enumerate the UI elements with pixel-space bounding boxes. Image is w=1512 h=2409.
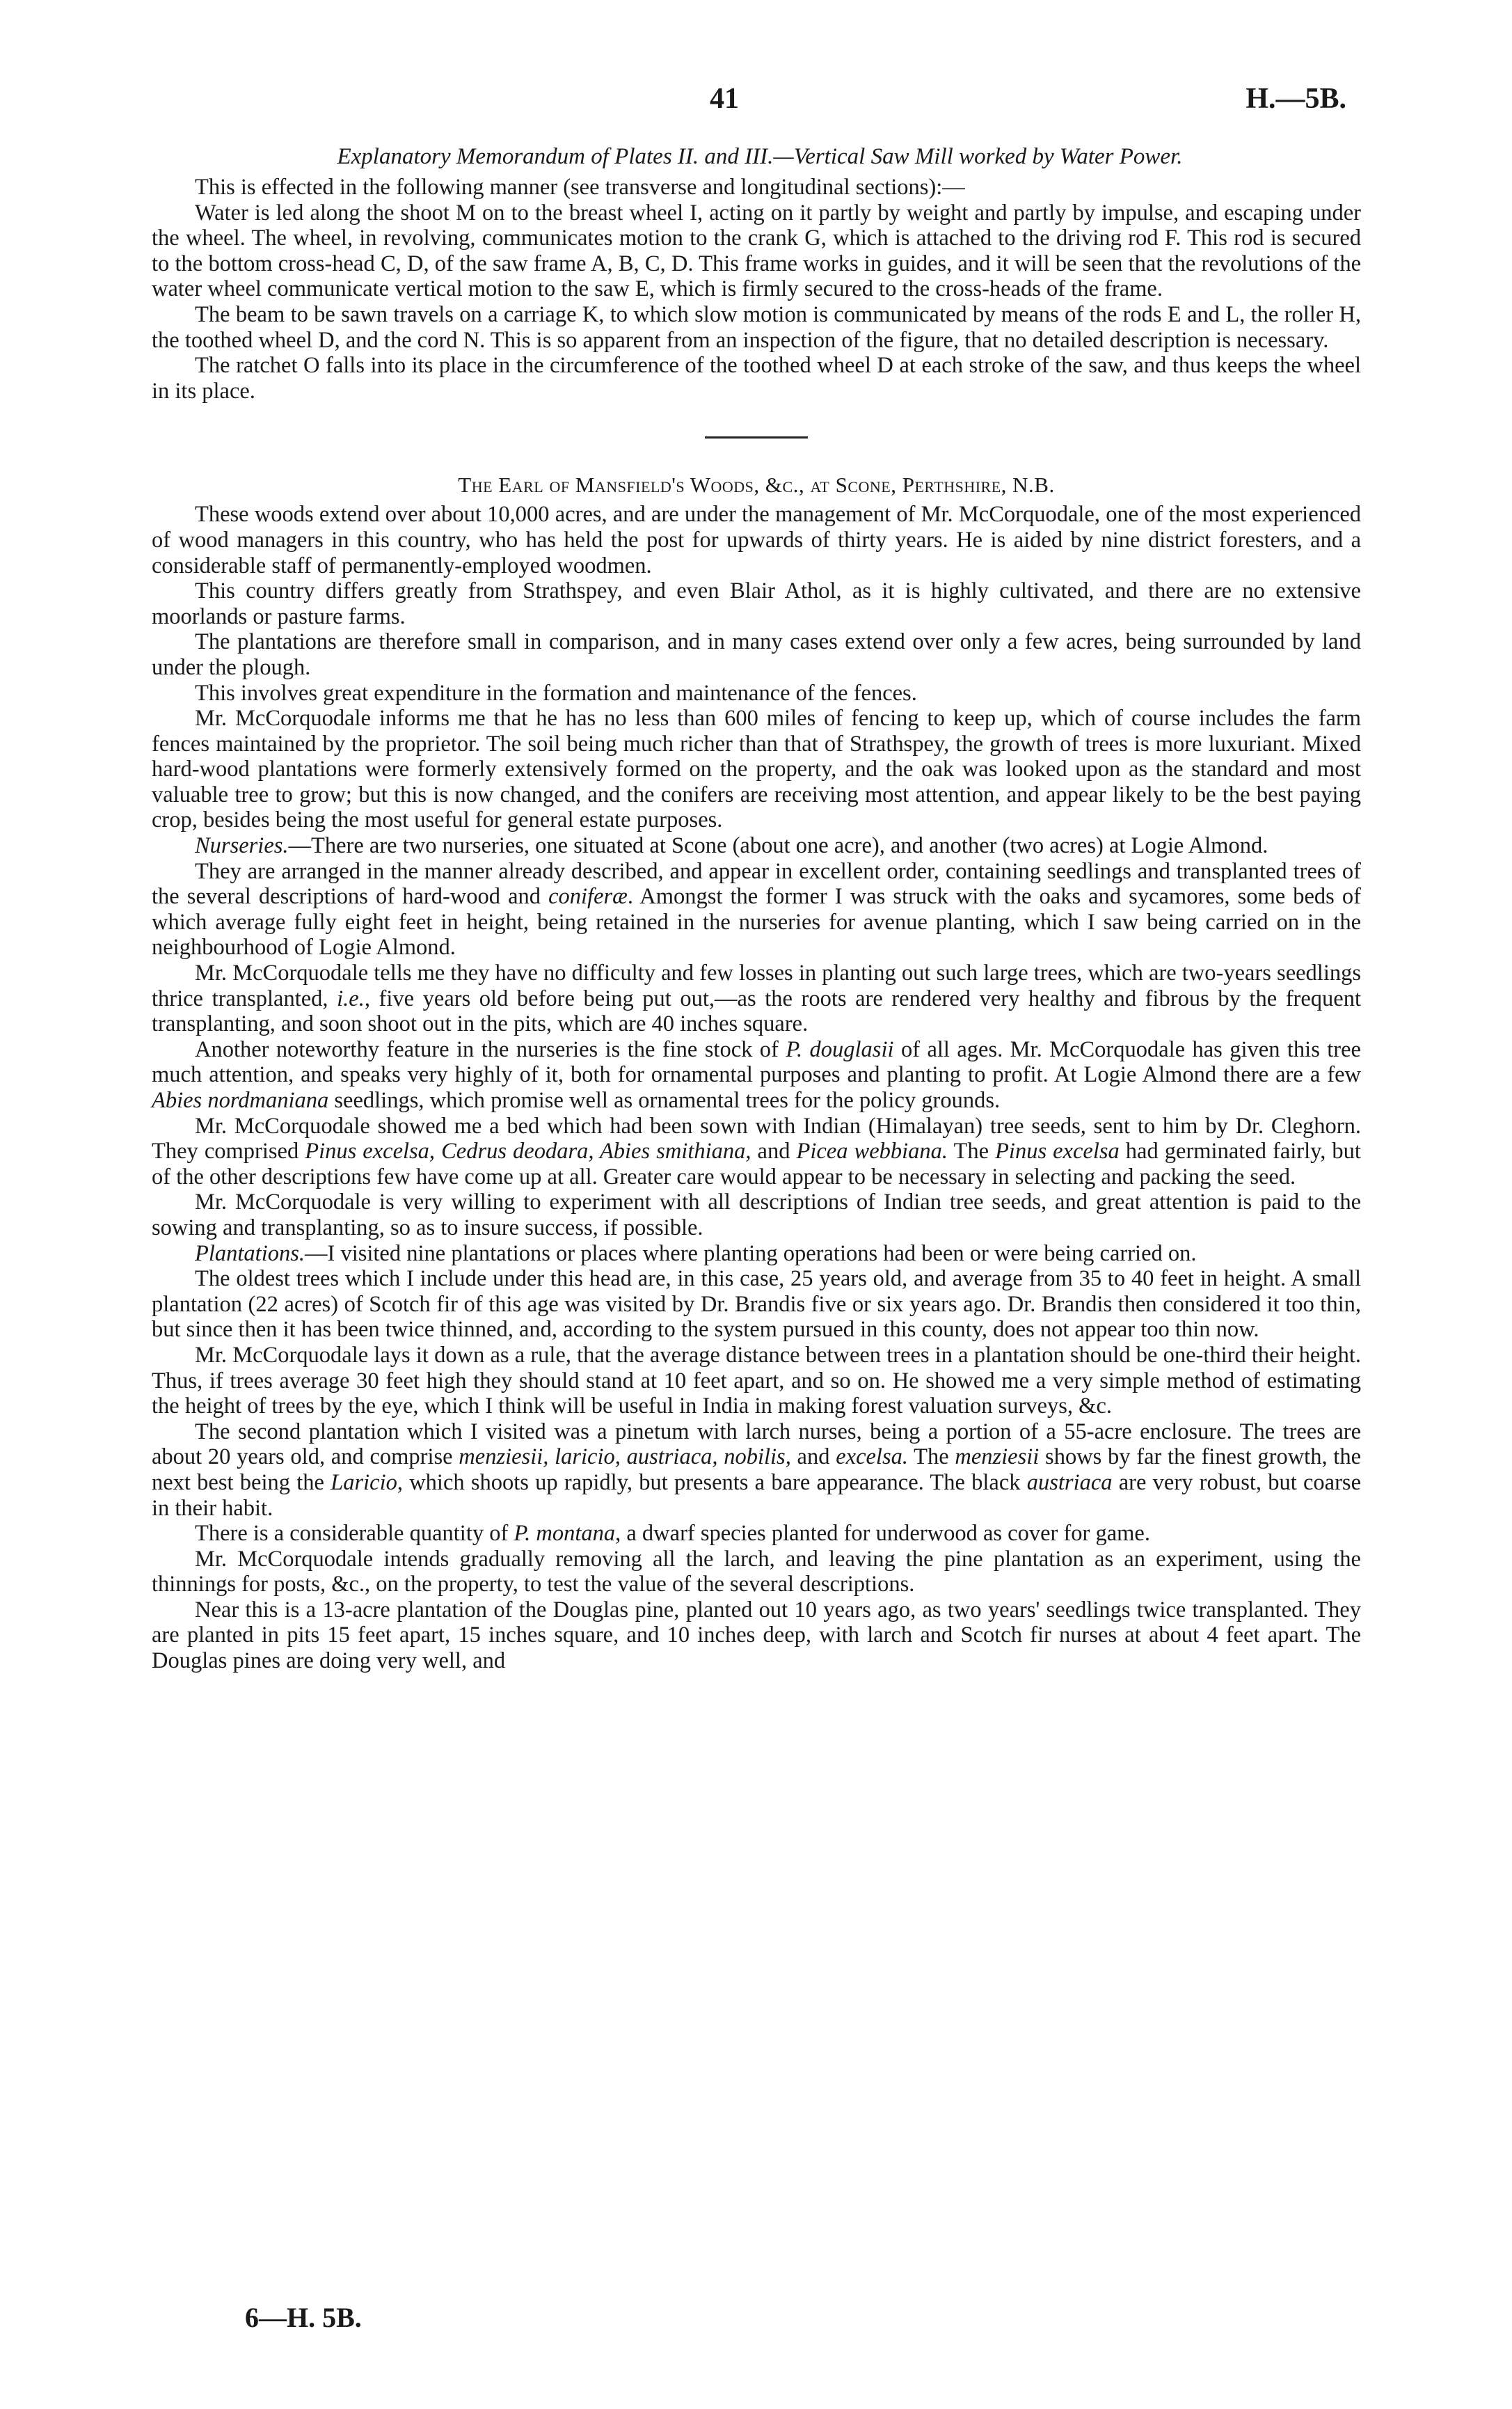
section-paragraph: The plantations are therefore small in comparison, and in many cases extend over only a few acres, being surrounded by land under the plough. (152, 629, 1361, 680)
text-run: , a dwarf species planted for underwood as cover for game. (615, 1521, 1150, 1547)
text-run: The (907, 1444, 955, 1470)
page-header (0, 82, 1512, 124)
italic-term: coniferæ (548, 884, 628, 910)
section-paragraph (152, 1419, 1361, 1521)
italic-term: menziesii (955, 1444, 1040, 1470)
italic-term: P. montana (514, 1521, 616, 1547)
italic-term: menziesii, laricio, austriaca, nobilis, (459, 1444, 791, 1470)
section-paragraph: This country differs greatly from Strathspey, and even Blair Athol, as it is highly cultivated, and there are no extensive moorlands or pasture farms. (152, 578, 1361, 629)
section-divider (705, 436, 808, 439)
section-paragraph: The oldest trees which I include under this head are, in this case, 25 years old, and average from 35 to 40 feet in height. A small plantation (22 acres) of Scotch fir of this age was visited by Dr. Brandis five or six years ago. Dr. Brandis then considered it too thin, but since then it has been twice thinned, and, according to the system pursued in this county, does not appear too thin now. (152, 1266, 1361, 1343)
text-run: of all ages. Mr. McCorquodale has given this tree much attention, and speaks very highly of it, both for ornamental purposes and planting to profit. At Logie Almond there are a few (152, 1036, 1361, 1088)
section-paragraph (152, 1114, 1361, 1190)
italic-term: austriaca (1026, 1469, 1113, 1495)
memo-paragraph: The beam to be sawn travels on a carriage K, to which slow motion is communicated by means of the rods E and L, the roller H, the toothed wheel D, and the cord N. This is so apparent from an inspection of the figure, that no detailed description is necessary. (152, 301, 1361, 353)
italic-term: Pinus excelsa (995, 1139, 1120, 1164)
section-paragraph: Near this is a 13-acre plantation of the Douglas pine, planted out 10 years ago, as two years' seedlings twice transplanted. They are planted in pits 15 feet apart, 15 inches square, and 10 inches deep, with larch and Scotch fir nurses at about 4 feet apart. The Douglas pines are doing very well, and (152, 1597, 1361, 1674)
section-paragraph: Mr. McCorquodale informs me that he has no less than 600 miles of fencing to keep up, which of course includes the farm fences maintained by the proprietor. The soil being much richer than that of Strathspey, the growth of trees is more luxuriant. Mixed hard-wood plantations were formerly extensively formed on the property, and the oak was looked upon as the standard and most valuable tree to grow; but this is now changed, and the conifers are receiving most attention, and appear likely to be the best paying crop, besides being the most useful for general estate purposes. (152, 706, 1361, 833)
section-paragraph: Mr. McCorquodale lays it down as a rule, that the average distance between trees in a plantation should be one-third their height. Thus, if trees average 30 feet high they should stand at 10 feet apart, and so on. He showed me a very simple method of estimating the height of trees by the eye, which I think will be useful in India in making forest valuation surveys, &c. (152, 1342, 1361, 1419)
text-run: Another noteworthy feature in the nurseries is the fine stock of (195, 1036, 786, 1062)
section-title: The Earl of Mansfield's Woods, &c., at Scone, Perthshire, N.B. (458, 473, 1055, 498)
section-paragraph: Mr. McCorquodale intends gradually removing all the larch, and leaving the pine plantation as an experiment, using the thinnings for posts, &c., on the property, to test the value of the several descriptions. (152, 1546, 1361, 1597)
text-run: They are arranged in the manner already described, and appear in excellent order, containing seedlings and transplanted trees of the several descriptions of hard-wood and (152, 858, 1361, 910)
plantations-text: —I visited nine plantations or places where planting operations had been or were being carried on. (305, 1240, 1197, 1266)
italic-term: P. douglasii (786, 1036, 894, 1062)
section-paragraph (152, 1521, 1361, 1547)
body-text (152, 143, 1361, 1674)
text-run: Mr. McCorquodale showed me a bed which had been sown with Indian (Himalayan) tree seeds, sent to him by Dr. Cleghorn. They comprised (152, 1113, 1361, 1164)
text-run: Mr. McCorquodale tells me they have no difficulty and few losses in planting out such large trees, which are two-years seedlings thrice transplanted, (152, 961, 1361, 1011)
memo-paragraph: Water is led along the shoot M on to the breast wheel I, acting on it partly by weight and partly by impulse, and escaping under the wheel. The wheel, in revolving, communicates motion to the crank G, which is attached to the driving rod F. This rod is secured to the bottom cross-head C, D, of the saw frame A, B, C, D. This frame works in guides, and it will be seen that the revolutions of the water wheel communicate vertical motion to the saw E, which is firmly secured to the cross-heads of the frame. (152, 200, 1361, 302)
memo-paragraph: This is effected in the following manner (see transverse and longitudinal sections):— (195, 175, 965, 200)
plantations-paragraph (152, 1241, 1361, 1267)
text-run: seedlings, which promise well as ornamental trees for the policy grounds. (328, 1088, 1001, 1113)
page-number: 41 (710, 83, 739, 115)
memo-paragraph: The ratchet O falls into its place in the circumference of the toothed wheel D at each stroke of the saw, and thus keeps the wheel in its place. (152, 353, 1361, 404)
italic-term: excelsa. (836, 1444, 908, 1470)
text-run: and (751, 1139, 797, 1164)
memo-title: Explanatory Memorandum of Plates II. and III.—Vertical Saw Mill worked by Water Power. (337, 144, 1183, 169)
text-run: , which shoots up rapidly, but presents a bare appearance. The black (397, 1469, 1027, 1495)
text-run: are very robust, but coarse in their habit. (152, 1469, 1361, 1521)
section-paragraph: These woods extend over about 10,000 acres, and are under the management of Mr. McCorquodale, one of the most experienced of wood managers in this country, who has held the post for upwards of thirty years. He is aided by nine district foresters, and a considerable staff of permanently-employed woodmen. (152, 502, 1361, 578)
nurseries-text: —There are two nurseries, one situated at Scone (about one acre), and another (two acres) at Logie Almond. (288, 833, 1268, 859)
section-paragraph: This involves great expenditure in the formation and maintenance of the fences. (195, 680, 917, 706)
text-run: , five years old before being put out,—as the roots are rendered very healthy and fibrous by the frequent transplanting, and soon shoot out in the pits, which are 40 inches square. (152, 986, 1361, 1037)
plantations-heading: Plantations. (195, 1240, 305, 1266)
section-paragraph: Mr. McCorquodale is very willing to experiment with all descriptions of Indian tree seeds, and great attention is paid to the sowing and transplanting, so as to insure success, if possible. (152, 1190, 1361, 1240)
italic-term: Abies nordmaniana (152, 1088, 329, 1113)
text-run: There is a considerable quantity of (195, 1521, 514, 1547)
nurseries-heading: Nurseries. (195, 833, 289, 859)
italic-term: i.e. (337, 986, 365, 1011)
signature-mark: 6—H. 5B. (245, 2302, 362, 2333)
text-run: The second plantation which I visited was a pinetum with larch nurses, being a portion of a 55-acre enclosure. The trees are about 20 years old, and comprise (152, 1419, 1361, 1470)
section-paragraph (152, 961, 1361, 1037)
text-run: had germinated fairly, but of the other descriptions few have come up at all. Greater care would appear to be necessary in selecting and packing the seed. (152, 1139, 1361, 1190)
italic-term: Picea webbiana. (796, 1139, 948, 1164)
section-paragraph (152, 859, 1361, 961)
document-reference: H.—5B. (1246, 83, 1346, 115)
text-run: shows by far the finest growth, the next best being the (152, 1444, 1361, 1495)
text-run: and (790, 1444, 836, 1470)
italic-term: Laricio (331, 1469, 397, 1495)
nurseries-paragraph (152, 833, 1361, 859)
italic-term: Pinus excelsa, Cedrus deodara, Abies smithiana, (305, 1139, 751, 1164)
section-paragraph (152, 1037, 1361, 1114)
text-run: The (948, 1139, 996, 1164)
text-run: . Amongst the former I was struck with the oaks and sycamores, some beds of which average fully eight feet in height, being retained in the nurseries for avenue planting, which I saw being carried on in the neighbourhood of Logie Almond. (152, 884, 1361, 961)
